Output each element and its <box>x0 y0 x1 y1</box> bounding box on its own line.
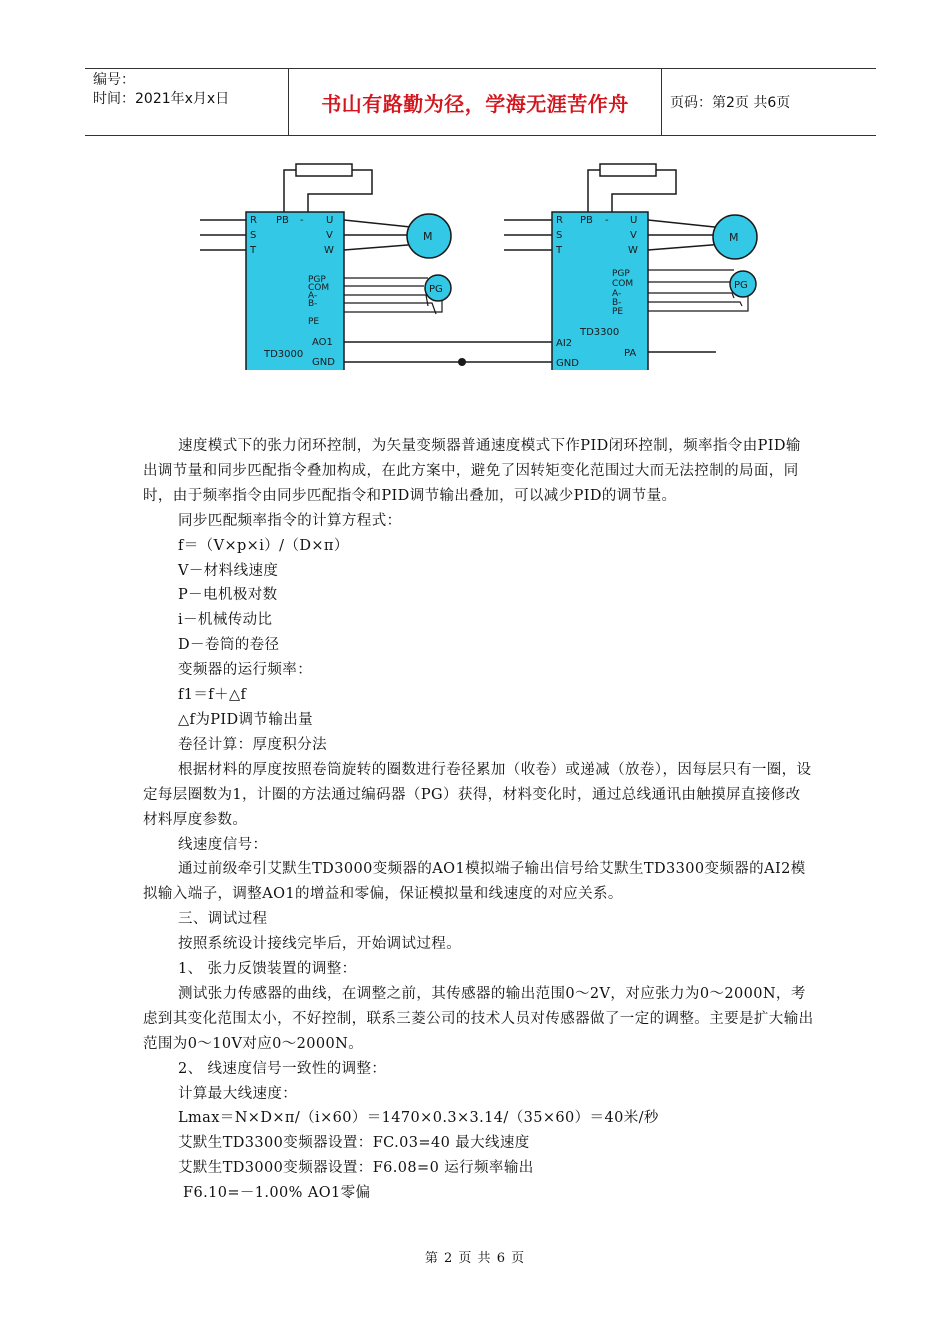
paragraph: F6.10=－1.00% AO1零偏 <box>183 1185 371 1202</box>
subheading: 2、 线速度信号一致性的调整： <box>178 1060 387 1077</box>
terminal-label: B- <box>612 298 622 308</box>
terminal-label: W <box>628 245 638 256</box>
terminal-label: PB <box>580 215 593 226</box>
formula: Lmax＝N×D×π/（i×60）＝1470×0.3×3.14/（35×60）＝40米/秒 <box>178 1110 659 1127</box>
terminal-label: PGP <box>612 269 630 279</box>
terminal-label: PB <box>276 215 289 226</box>
terminal-label: GND <box>312 357 335 368</box>
encoder-label: PG <box>734 280 748 291</box>
terminal-label: PGP <box>308 275 326 285</box>
encoder-label: PG <box>429 284 443 295</box>
terminal-label: - <box>300 215 304 226</box>
terminal-label: PA <box>624 348 637 359</box>
terminal-label: U <box>326 215 334 226</box>
terminal-label: R <box>556 215 563 226</box>
terminal-label: AI2 <box>556 338 573 349</box>
paragraph: P－电机极对数 <box>178 587 278 604</box>
junction-dot <box>458 358 466 366</box>
terminal-label: PE <box>612 307 624 317</box>
terminal-label: B- <box>308 299 318 309</box>
terminal-label: COM <box>308 283 330 293</box>
terminal-label: S <box>250 230 257 241</box>
header-meta <box>85 69 288 135</box>
paragraph: 速度模式下的张力闭环控制，为矢量变频器普通速度模式下作PID闭环控制，频率指令由PID输出调节量和同步匹配指令叠加构成，在此方案中，避免了因转矩变化范围过大而无法控制的局面，同时，由于频率指令由同步匹配指令和PID调节输出叠加，可以减少PID的调节量。 <box>143 438 801 504</box>
right-drive <box>504 164 757 370</box>
braking-resistor-icon <box>600 164 656 176</box>
paragraph: i－机械传动比 <box>178 612 273 629</box>
page-footer: 第 2 页 共 6 页 <box>424 1251 526 1266</box>
terminal-label: S <box>556 230 563 241</box>
paragraph: 计算最大线速度： <box>178 1085 298 1102</box>
terminal-label: A- <box>612 289 622 299</box>
paragraph: 通过前级牵引艾默生TD3000变频器的AO1模拟端子输出信号给艾默生TD3300变频器的AI2模拟输入端子，调整AO1的增益和零偏，保证模拟量和线速度的对应关系。 <box>143 861 806 903</box>
paragraph: D－卷筒的卷径 <box>178 637 280 654</box>
header-motto: 书山有路勤为径，学海无涯苦作舟 <box>288 69 662 135</box>
braking-resistor-icon <box>296 164 352 176</box>
paragraph: 卷径计算：厚度积分法 <box>178 736 327 753</box>
motor-label: M <box>729 231 739 244</box>
motor-label: M <box>423 230 433 243</box>
time-label: 时间：2021年x月x日 <box>93 91 230 107</box>
terminal-label: GND <box>556 358 579 369</box>
wiring-diagram <box>200 156 760 370</box>
paragraph: V－材料线速度 <box>178 562 279 579</box>
formula: f1＝f＋△f <box>178 687 247 704</box>
terminal-label: V <box>630 230 637 241</box>
paragraph: 根据材料的厚度按照卷筒旋转的圈数进行卷径累加（收卷）或递减（放卷），因每层只有一圈，设定每层圈数为1，计圈的方法通过编码器（PG）获得，材料变化时，通过总线通讯由触摸屏直接修改材料厚度参数。 <box>143 761 812 828</box>
number-label: 编号： <box>93 72 135 88</box>
terminal-label: PE <box>308 317 320 327</box>
paragraph: 变频器的运行频率： <box>178 662 313 679</box>
body-text <box>143 434 815 1206</box>
formula: f＝（V×p×i）/（D×π） <box>178 537 349 554</box>
paragraph: △f为PID调节输出量 <box>178 711 314 728</box>
paragraph: 艾默生TD3300变频器设置：FC.03=40 最大线速度 <box>178 1135 530 1152</box>
paragraph: 艾默生TD3000变频器设置：F6.08=0 运行频率输出 <box>178 1160 534 1177</box>
subheading: 1、 张力反馈装置的调整： <box>178 961 357 978</box>
drive-model-label: TD3000 <box>264 349 304 360</box>
section-heading: 三、调试过程 <box>178 911 268 928</box>
terminal-label: W <box>324 245 334 256</box>
paragraph: 同步匹配频率指令的计算方程式： <box>178 512 402 529</box>
terminal-label: COM <box>612 279 634 289</box>
terminal-label: T <box>556 245 563 256</box>
terminal-label: V <box>326 230 333 241</box>
header-page-label: 页码：第2页 共6页 <box>670 95 791 111</box>
terminal-label: T <box>250 245 257 256</box>
left-drive <box>200 164 554 370</box>
paragraph: 按照系统设计接线完毕后，开始调试过程。 <box>178 936 462 953</box>
terminal-label: U <box>630 215 638 226</box>
terminal-label: - <box>605 215 609 226</box>
terminal-label: R <box>250 215 257 226</box>
terminal-label: AO1 <box>312 337 333 348</box>
drive-model-label: TD3300 <box>580 327 620 338</box>
paragraph: 测试张力传感器的曲线，在调整之前，其传感器的输出范围0～2V，对应张力为0～2000N，考虑到其变化范围太小，不好控制，联系三菱公司的技术人员对传感器做了一定的调整。主要是扩大输出范围为0～10V对应0～2000N。 <box>143 985 814 1052</box>
paragraph: 线速度信号： <box>178 836 268 853</box>
page-header <box>85 68 876 136</box>
terminal-label: A- <box>308 291 318 301</box>
